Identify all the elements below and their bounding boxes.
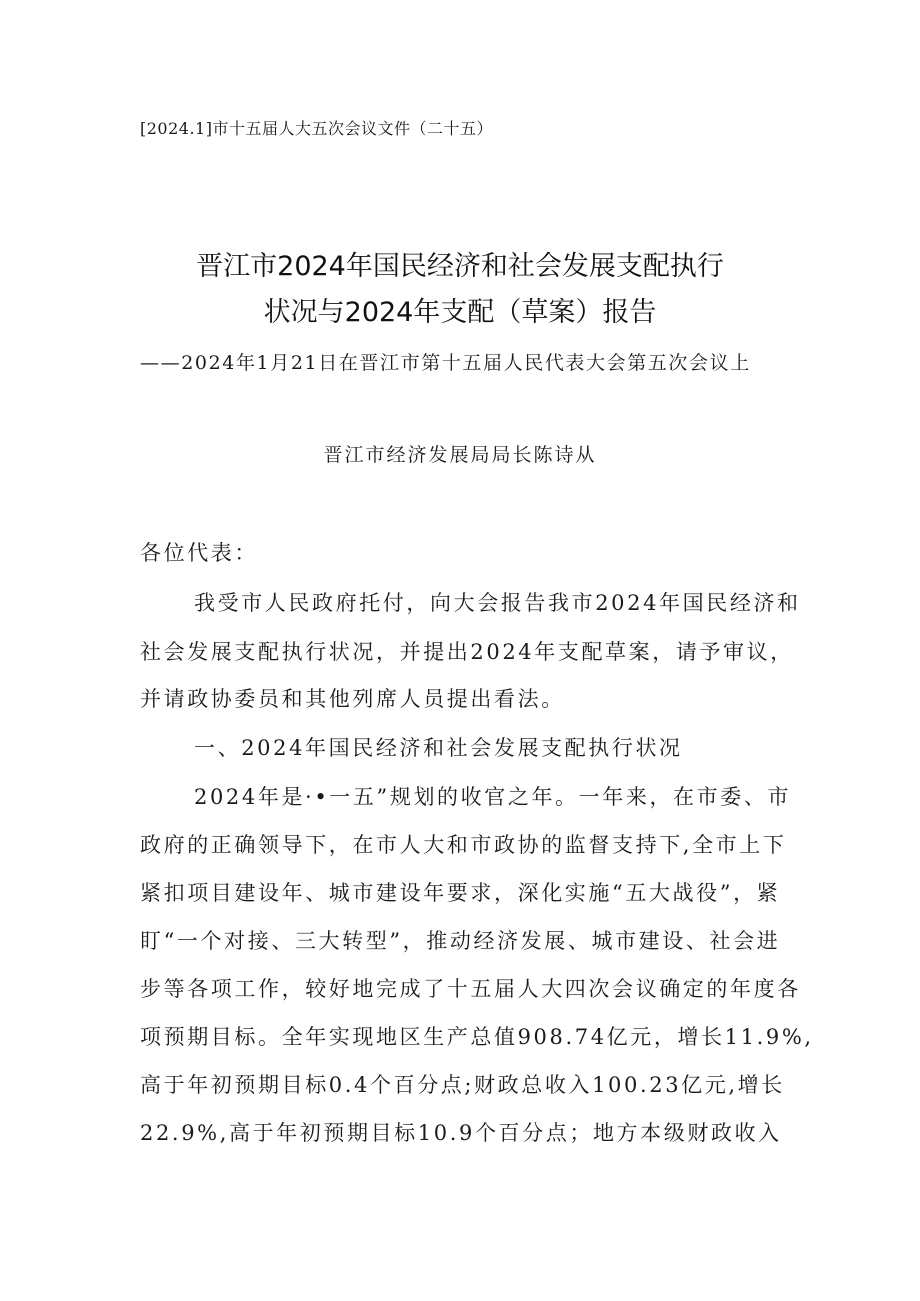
salutation: 各位代表：: [140, 541, 258, 565]
document-title-line-2: 状况与2024年支配（草案）报告: [263, 297, 657, 328]
document-reference: [2024.1]市十五届人大五次会议文件（二十五）: [140, 119, 493, 138]
author-line: 晋江市经济发展局局长陈诗从: [323, 444, 597, 466]
body-line: 社会发展支配执行状况，并提出2024年支配草案，请予审议，: [140, 640, 794, 664]
body-line: 步等各项工作，较好地完成了十五届人大四次会议确定的年度各: [140, 977, 801, 1001]
section-heading: 一、2024年国民经济和社会发展支配执行状况: [194, 736, 683, 760]
body-line: 项预期目标。全年实现地区生产总值908.74亿元，增长11.9%,: [140, 1025, 814, 1049]
body-line: 盯“一个对接、三大转型”，推动经济发展、城市建设、社会进: [140, 929, 781, 953]
body-line: 并请政协委员和其他列席人员提出看法。: [140, 687, 565, 711]
body-line: 2024年是·•一五”规划的收官之年。一年来，在市委、市: [194, 785, 792, 809]
document-title-line-1: 晋江市2024年国民经济和社会发展支配执行: [196, 251, 724, 282]
body-line: 政府的正确领导下，在市人大和市政协的监督支持下,全市上下: [140, 833, 787, 857]
body-line: 高于年初预期目标0.4个百分点;财政总收入100.23亿元,增长: [140, 1073, 785, 1097]
body-line: 22.9%,高于年初预期目标10.9个百分点；地方本级财政收入: [140, 1121, 782, 1145]
body-line: 紧扣项目建设年、城市建设年要求，深化实施“五大战役”，紧: [140, 881, 781, 905]
body-line: 我受市人民政府托付，向大会报告我市2024年国民经济和: [194, 591, 801, 615]
document-subtitle: ——2024年1月21日在晋江市第十五届人民代表大会第五次会议上: [140, 352, 751, 374]
